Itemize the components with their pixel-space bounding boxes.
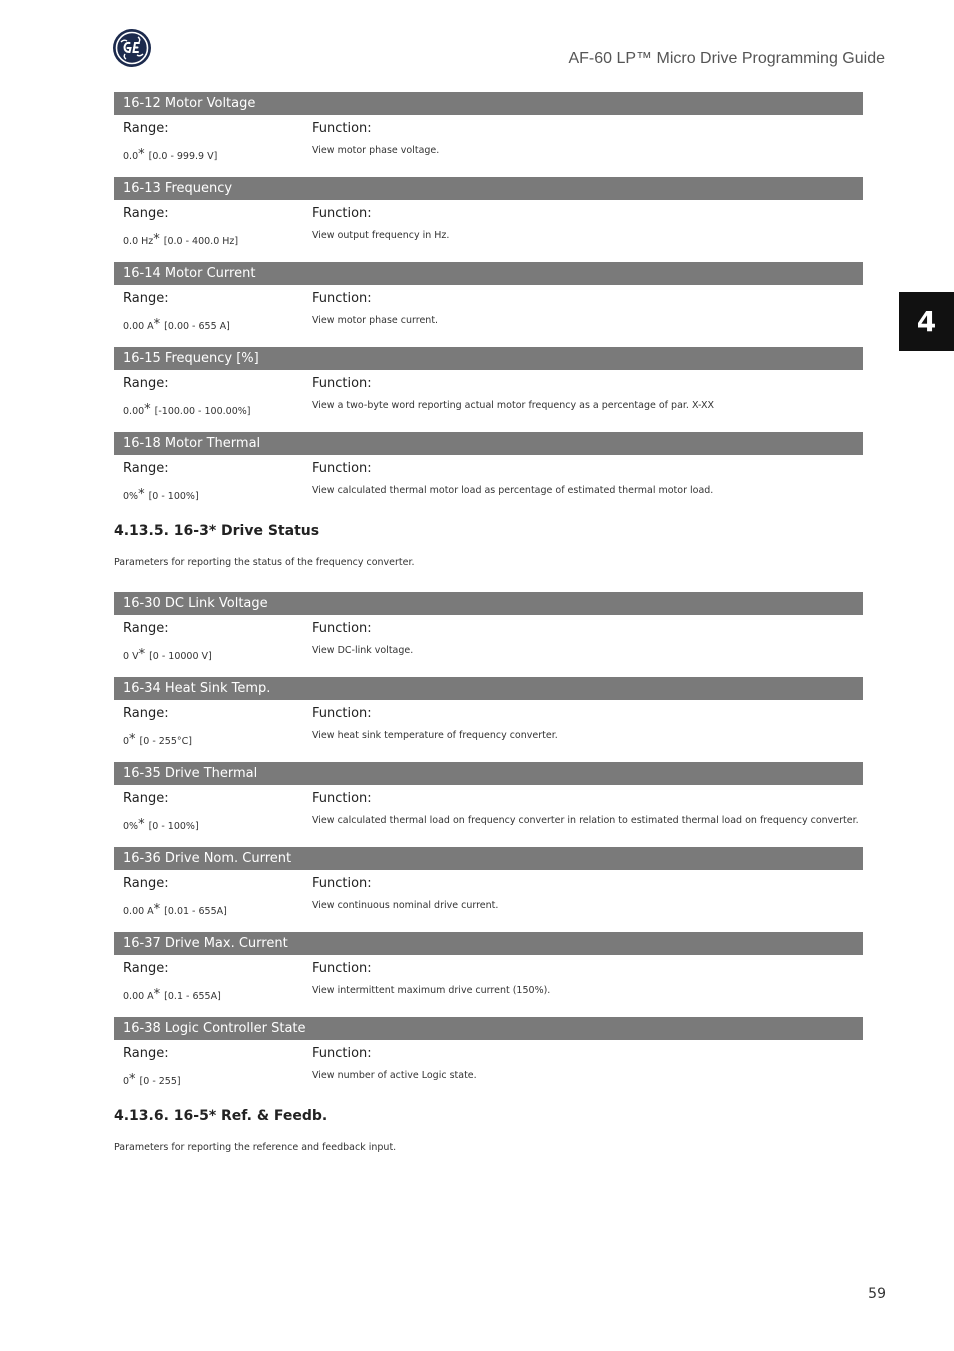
function-description: View intermittent maximum drive current (150%). [312,985,551,996]
parameter-body [114,870,863,932]
function-description: View number of active Logic state. [312,1070,477,1081]
default-marker: * [153,987,161,1002]
default-marker: * [153,902,161,917]
parameter-header: 16-18 Motor Thermal [114,432,863,455]
range-value [123,1072,181,1087]
default-value: 0.0 [123,151,139,162]
parameter-block [114,592,863,677]
parameter-body [114,615,863,677]
parameter-body [114,115,863,177]
range-value [123,732,192,747]
range-limits: [0 - 10000 V] [149,651,212,662]
default-value: 0 [123,1076,130,1087]
function-description: View motor phase voltage. [312,145,440,156]
range-limits: [0 - 255°C] [139,736,192,747]
default-value: 0.00 A [123,906,154,917]
default-marker: * [138,817,145,832]
function-label: Function: [312,461,372,476]
range-value [123,647,212,662]
function-label: Function: [312,376,372,391]
parameter-block [114,762,863,847]
parameter-block [114,262,863,347]
function-description: View DC-link voltage. [312,645,414,656]
parameter-body [114,785,863,847]
section-gap [114,577,863,592]
range-value [123,232,238,247]
default-marker: * [129,732,136,747]
range-label: Range: [123,961,169,976]
parameter-block [114,932,863,1017]
range-limits: [0.1 - 655A] [164,991,221,1002]
parameter-header: 16-38 Logic Controller State [114,1017,863,1040]
default-value: 0% [123,821,139,832]
section-title: 4.13.5. 16-3* Drive Status [114,523,320,539]
page-number: 59 [868,1286,886,1302]
range-label: Range: [123,876,169,891]
range-limits: [0 - 255] [139,1076,181,1087]
range-value [123,817,199,832]
document-title: AF-60 LP™ Micro Drive Programming Guide [568,50,885,67]
default-marker: * [138,647,146,662]
range-limits: [0.0 - 999.9 V] [148,151,218,162]
range-label: Range: [123,461,169,476]
default-marker: * [129,1072,136,1087]
function-label: Function: [312,876,372,891]
default-value: 0% [123,491,139,502]
section-title: 4.13.6. 16-5* Ref. & Feedb. [114,1108,328,1124]
range-value [123,402,250,417]
function-description: View heat sink temperature of frequency converter. [312,730,558,741]
default-value: 0.00 A [123,321,154,332]
parameter-header: 16-12 Motor Voltage [114,92,863,115]
parameter-block [114,677,863,762]
range-value [123,987,221,1002]
function-description: View calculated thermal load on frequency converter in relation to estimated thermal load on frequency converter. [312,815,859,826]
chapter-tab: 4 [899,292,954,351]
parameter-body [114,455,863,517]
section-description: Parameters for reporting the reference and feedback input. [114,1142,397,1153]
range-limits: [0.0 - 400.0 Hz] [163,236,239,247]
ge-logo-icon [112,28,152,68]
range-limits: [-100.00 - 100.00%] [154,406,251,417]
parameter-header: 16-37 Drive Max. Current [114,932,863,955]
default-marker: * [144,402,151,417]
parameter-body [114,370,863,432]
range-label: Range: [123,121,169,136]
default-value: 0.00 A [123,991,154,1002]
default-marker: * [153,317,161,332]
parameter-block [114,1017,863,1102]
range-label: Range: [123,376,169,391]
parameter-block [114,847,863,932]
range-label: Range: [123,1046,169,1061]
range-limits: [0.01 - 655A] [164,906,227,917]
parameter-block [114,347,863,432]
default-value: 0 V [123,651,139,662]
function-label: Function: [312,206,372,221]
parameter-body [114,700,863,762]
range-label: Range: [123,791,169,806]
parameter-header: 16-30 DC Link Voltage [114,592,863,615]
function-description: View output frequency in Hz. [312,230,450,241]
parameter-header: 16-13 Frequency [114,177,863,200]
range-limits: [0 - 100%] [148,821,199,832]
default-marker: * [138,147,145,162]
parameter-body [114,200,863,262]
parameter-header: 16-36 Drive Nom. Current [114,847,863,870]
range-label: Range: [123,621,169,636]
parameter-body [114,1040,863,1102]
range-value [123,487,199,502]
function-label: Function: [312,791,372,806]
range-value [123,902,227,917]
function-description: View a two-byte word reporting actual motor frequency as a percentage of par. X-XX [312,400,714,411]
function-description: View motor phase current. [312,315,439,326]
default-marker: * [138,487,145,502]
default-marker: * [153,232,160,247]
default-value: 0.0 Hz [123,236,154,247]
function-label: Function: [312,706,372,721]
parameter-block [114,177,863,262]
parameter-header: 16-34 Heat Sink Temp. [114,677,863,700]
default-value: 0 [123,736,130,747]
range-value [123,317,230,332]
parameter-block [114,432,863,517]
range-label: Range: [123,706,169,721]
function-label: Function: [312,291,372,306]
function-label: Function: [312,961,372,976]
page-content [114,92,863,1162]
function-label: Function: [312,121,372,136]
function-description: View calculated thermal motor load as percentage of estimated thermal motor load. [312,485,714,496]
section-description: Parameters for reporting the status of the frequency converter. [114,557,415,568]
parameter-body [114,285,863,347]
parameter-body [114,955,863,1017]
parameter-header: 16-35 Drive Thermal [114,762,863,785]
parameter-header: 16-14 Motor Current [114,262,863,285]
function-label: Function: [312,621,372,636]
range-label: Range: [123,291,169,306]
default-value: 0.00 [123,406,145,417]
function-description: View continuous nominal drive current. [312,900,499,911]
range-value [123,147,217,162]
parameter-header: 16-15 Frequency [%] [114,347,863,370]
range-label: Range: [123,206,169,221]
range-limits: [0.00 - 655 A] [164,321,230,332]
range-limits: [0 - 100%] [148,491,199,502]
parameter-block [114,92,863,177]
function-label: Function: [312,1046,372,1061]
